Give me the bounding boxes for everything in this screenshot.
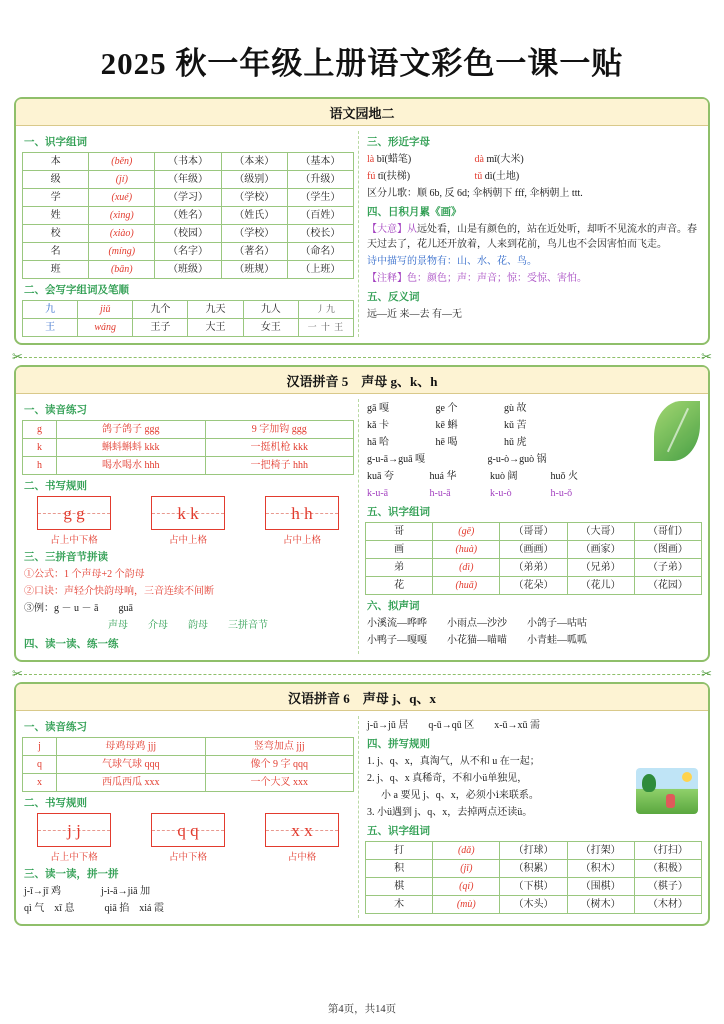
table-row xyxy=(23,207,354,225)
sanpin-example: ③例：g － u － ā guā xyxy=(24,603,133,614)
cell-word: （打球） xyxy=(500,842,567,860)
cell-pinyin: (míng) xyxy=(89,243,155,261)
cell-phrase: 一挺机枪 kkk xyxy=(205,439,354,457)
cell-word: 九人 xyxy=(243,301,298,319)
box-caption: 占上中下格 xyxy=(50,536,98,546)
syllable-row: g-u-ā→guā 嘎 g-u-ò→guò 锅 xyxy=(367,454,547,465)
cell-pinyin: wáng xyxy=(78,319,133,337)
cell-word: （哥哥） xyxy=(500,523,567,541)
cell-pinyin: (xiào) xyxy=(89,225,155,243)
section-heading: 五、识字组词 xyxy=(367,826,431,837)
onomatopoeia-row: 小溪流—哗哗 小雨点—沙沙 小鸽子—咕咕 xyxy=(367,618,588,629)
cell-char: 木 xyxy=(366,896,433,914)
cell-word: （升级） xyxy=(287,171,353,189)
cell-word: （棋子） xyxy=(634,878,701,896)
cell-stroke-order: 丿九 xyxy=(298,301,353,319)
onomatopoeia-row: 小鸭子—嘎嘎 小花猫—喵喵 小青蛙—呱呱 xyxy=(367,635,588,646)
cell-word: （姓氏） xyxy=(221,207,287,225)
table-row xyxy=(23,756,354,774)
rule-row: 小 a 要见 j、q、x，必须小ⅰ来联系。 xyxy=(381,790,539,801)
writing-box xyxy=(265,496,339,546)
section-heading: 三、读一读，拼一拼 xyxy=(24,869,119,880)
scissors-icon: ✂ xyxy=(12,349,23,364)
card-pinyin6 xyxy=(14,682,710,926)
box-letters: x x xyxy=(291,820,313,840)
illustration-picture xyxy=(636,768,698,814)
cell-word: （画家） xyxy=(567,541,634,559)
cell-word: 大王 xyxy=(188,319,243,337)
section-heading: 四、拼写规则 xyxy=(367,739,431,750)
cell-word: （级别） xyxy=(221,171,287,189)
section-heading: 二、会写字组词及笔顺 xyxy=(24,285,129,296)
table-row xyxy=(366,541,702,559)
section-heading: 三、三拼音节拼读 xyxy=(24,552,108,563)
cell-phrase: 喝水喝水 hhh xyxy=(57,457,206,475)
box-letters: k k xyxy=(177,503,199,523)
table-row xyxy=(23,153,354,171)
cell-phrase: 像个 9 字 qqq xyxy=(205,756,354,774)
cell-phrase: 竖弯加点 jjj xyxy=(205,738,354,756)
table-row xyxy=(366,896,702,914)
table-row xyxy=(23,457,354,475)
cell-word: （下棋） xyxy=(500,878,567,896)
syllable-row: kǎ 卡 kē 蝌 kǔ 苦 xyxy=(367,420,527,431)
section-heading: 六、拟声词 xyxy=(367,601,420,612)
cell-word: （校长） xyxy=(287,225,353,243)
poem-notes: 【注释】色：颜色；声：声音；惊：受惊、害怕。 xyxy=(367,273,588,284)
card3-left-column xyxy=(22,716,359,918)
cell-pinyin: (gē) xyxy=(433,523,500,541)
cell-letter: k xyxy=(23,439,57,457)
cell-word: （大哥） xyxy=(567,523,634,541)
table-row xyxy=(23,738,354,756)
pinpin-row: j-ī→jī 鸡 j-i-ā→jiā 加 xyxy=(24,886,151,897)
cell-char: 学 xyxy=(23,189,89,207)
cell-phrase: 9 字加钩 ggg xyxy=(205,421,354,439)
cell-word: （画画） xyxy=(500,541,567,559)
table-row xyxy=(23,774,354,792)
pinpin-row: qì 气 xī 息 qiā 掐 xiá 霞 xyxy=(24,903,164,914)
pair-left: fú tī(扶梯) xyxy=(367,171,411,182)
section-heading: 一、读音练习 xyxy=(24,722,87,733)
pair-left: là bǐ(蜡笔) xyxy=(367,154,412,165)
box-caption: 占中上格 xyxy=(168,536,207,546)
cell-word: （木材） xyxy=(634,896,701,914)
huixie-bishun-table xyxy=(22,300,354,337)
shizi-zuci-table xyxy=(365,841,702,914)
cell-word: （子弟） xyxy=(634,559,701,577)
cell-word: （花朵） xyxy=(500,577,567,595)
cell-word: （积木） xyxy=(567,860,634,878)
cell-word: （打架） xyxy=(567,842,634,860)
card-yuwenyuandi xyxy=(14,97,710,345)
cell-pinyin: (qí) xyxy=(433,878,500,896)
cell-word: （姓名） xyxy=(155,207,221,225)
scissors-icon: ✂ xyxy=(12,666,23,681)
cell-pinyin: (xué) xyxy=(89,189,155,207)
cell-word: （花园） xyxy=(634,577,701,595)
cell-phrase: 一个大叉 xxx xyxy=(205,774,354,792)
cell-word: （学校） xyxy=(221,225,287,243)
cell-char: 班 xyxy=(23,261,89,279)
cell-pinyin: (dǎ) xyxy=(433,842,500,860)
card-title: 语文园地二 xyxy=(16,99,708,126)
cell-char: 画 xyxy=(366,541,433,559)
cell-word: （学校） xyxy=(221,189,287,207)
cell-word: （班级） xyxy=(155,261,221,279)
table-row xyxy=(23,261,354,279)
cell-word: （围棋） xyxy=(567,878,634,896)
table-row xyxy=(23,439,354,457)
cell-char: 名 xyxy=(23,243,89,261)
cell-char: 棋 xyxy=(366,878,433,896)
cell-word: （图画） xyxy=(634,541,701,559)
cell-word: 九个 xyxy=(133,301,188,319)
table-row xyxy=(23,189,354,207)
writing-boxes xyxy=(22,496,354,546)
syllable-row: j-ū→jū 居 q-ū→qū 区 x-ū→xū 需 xyxy=(367,720,541,731)
table-row xyxy=(366,523,702,541)
cell-pinyin: (huā) xyxy=(433,577,500,595)
duyin-lianxi-table xyxy=(22,737,354,792)
cell-pinyin: (bān) xyxy=(89,261,155,279)
xingjinzimu-row: fú tī(扶梯) tǔ dì(土地) xyxy=(367,171,520,182)
scissors-icon: ✂ xyxy=(701,666,712,681)
cell-char: 本 xyxy=(23,153,89,171)
section-heading: 一、识字组词 xyxy=(24,137,87,148)
cell-word: 女王 xyxy=(243,319,298,337)
cell-pinyin: (dì) xyxy=(433,559,500,577)
sanpin-formula: ①公式：1 个声母+2 个韵母 xyxy=(24,569,145,580)
shizi-zuci-table xyxy=(22,152,354,279)
box-caption: 占上中下格 xyxy=(50,853,98,863)
cell-phrase: 母鸡母鸡 jjj xyxy=(57,738,206,756)
antonyms: 远—近 来—去 有—无 xyxy=(367,309,463,320)
cell-word: （兄弟） xyxy=(567,559,634,577)
sanpin-koujue: ②口诀：声轻介快韵母响，三音连续不间断 xyxy=(24,586,214,597)
cell-word: （树木） xyxy=(567,896,634,914)
card1-left-column xyxy=(22,131,359,337)
writing-box xyxy=(151,496,225,546)
table-row xyxy=(23,319,354,337)
scissors-icon: ✂ xyxy=(701,349,712,364)
rule-row: 1. j、q、x，真淘气，从不和 u 在一起； xyxy=(367,756,540,767)
cell-letter: x xyxy=(23,774,57,792)
table-row xyxy=(366,860,702,878)
writing-box xyxy=(151,813,225,863)
cell-word: （书本） xyxy=(155,153,221,171)
cell-char: 积 xyxy=(366,860,433,878)
writing-box xyxy=(37,813,111,863)
cell-phrase: 一把椅子 hhh xyxy=(205,457,354,475)
section-heading: 二、书写规则 xyxy=(24,481,87,492)
cell-word: （基本） xyxy=(287,153,353,171)
cell-char: 哥 xyxy=(366,523,433,541)
section-heading: 五、识字组词 xyxy=(367,507,431,518)
writing-box xyxy=(265,813,339,863)
syllable-row: hā 哈 hē 喝 hǔ 虎 xyxy=(367,437,527,448)
cut-line xyxy=(14,351,710,363)
section-heading: 四、日积月累《画》 xyxy=(367,207,462,218)
cell-letter: h xyxy=(23,457,57,475)
cell-letter: j xyxy=(23,738,57,756)
cell-pinyin: (huà) xyxy=(433,541,500,559)
section-heading: 四、读一读、练一练 xyxy=(24,639,119,650)
cell-pinyin: (jí) xyxy=(89,171,155,189)
cell-phrase: 蝌蚪蝌蚪 kkk xyxy=(57,439,206,457)
table-row xyxy=(366,842,702,860)
writing-boxes xyxy=(22,813,354,863)
box-letters: j j xyxy=(67,820,81,840)
table-row xyxy=(366,577,702,595)
cell-pinyin: (jī) xyxy=(433,860,500,878)
xingjinzimu-row: là bǐ(蜡笔) dà mǐ(大米) xyxy=(367,154,524,165)
cell-word: （本来） xyxy=(221,153,287,171)
cell-char: 校 xyxy=(23,225,89,243)
shizi-zuci-table xyxy=(365,522,702,595)
card-pinyin5 xyxy=(14,365,710,662)
cell-word: 九天 xyxy=(188,301,243,319)
cell-char: 级 xyxy=(23,171,89,189)
cell-word: 王子 xyxy=(133,319,188,337)
section-heading: 五、反义词 xyxy=(367,292,420,303)
card2-right-column xyxy=(365,399,702,654)
cell-char: 花 xyxy=(366,577,433,595)
writing-box xyxy=(37,496,111,546)
table-row xyxy=(23,171,354,189)
cell-stroke-order: 一 十 王 xyxy=(298,319,353,337)
cell-word: （积累） xyxy=(500,860,567,878)
cell-char: 王 xyxy=(23,319,78,337)
cell-word: （名字） xyxy=(155,243,221,261)
cell-phrase: 鸽子鸽子 ggg xyxy=(57,421,206,439)
page-footer: 第4页，共14页 xyxy=(327,1004,397,1015)
section-heading: 三、形近字母 xyxy=(367,137,431,148)
cell-char: 姓 xyxy=(23,207,89,225)
sanpin-labels: 声母 介母 韵母 三拼音节 xyxy=(108,620,268,631)
cell-word: （花儿） xyxy=(567,577,634,595)
cell-char: 打 xyxy=(366,842,433,860)
table-row xyxy=(366,878,702,896)
cell-char: 九 xyxy=(23,301,78,319)
cell-word: （年级） xyxy=(155,171,221,189)
card1-right-column xyxy=(365,131,702,337)
cell-pinyin: (běn) xyxy=(89,153,155,171)
cell-word: （上班） xyxy=(287,261,353,279)
cell-word: （哥们） xyxy=(634,523,701,541)
cell-word: （著名） xyxy=(221,243,287,261)
box-letters: q q xyxy=(177,820,199,840)
syllable-row: kuā 夸 huá 华 kuò 阔 huǒ 火 xyxy=(367,471,579,482)
cell-phrase: 气球气球 qqq xyxy=(57,756,206,774)
rule-row: 2. j、q、x 真稀奇，不和小ü单独见， xyxy=(367,773,528,784)
box-caption: 占中下格 xyxy=(168,853,207,863)
cell-word: （学习） xyxy=(155,189,221,207)
box-letters: h h xyxy=(291,503,313,523)
cell-pinyin: (xìng) xyxy=(89,207,155,225)
cell-word: （木头） xyxy=(500,896,567,914)
cell-word: （积极） xyxy=(634,860,701,878)
box-caption: 占中上格 xyxy=(282,536,321,546)
box-letters: g g xyxy=(63,503,85,523)
box-caption: 占中格 xyxy=(287,853,317,863)
cell-word: （弟弟） xyxy=(500,559,567,577)
cell-word: （命名） xyxy=(287,243,353,261)
card2-left-column xyxy=(22,399,359,654)
cell-word: （打扫） xyxy=(634,842,701,860)
poem-meaning: 【大意】从远处看，山是有颜色的，站在近处听，却听不见流水的声音。春天过去了，花儿还开放着，人来到花前，鸟儿也不会因害怕而飞走。 xyxy=(367,224,698,250)
cell-pinyin: (mù) xyxy=(433,896,500,914)
table-row xyxy=(23,243,354,261)
table-row xyxy=(366,559,702,577)
section-heading: 一、读音练习 xyxy=(24,405,87,416)
duyin-lianxi-table xyxy=(22,420,354,475)
table-row xyxy=(23,225,354,243)
poem-objects: 诗中描写的景物有：山、水、花、鸟。 xyxy=(367,256,538,267)
fenli-erge: 区分儿歌：顺 6b, 反 6d; 伞柄朝下 fff, 伞柄朝上 ttt. xyxy=(367,188,583,199)
cell-word: （百姓） xyxy=(287,207,353,225)
section-heading: 二、书写规则 xyxy=(24,798,87,809)
syllable-split-row: k-u-ā h-u-ā k-u-ò h-u-ǒ xyxy=(367,488,573,499)
syllable-row: gā 嘎 ge 个 gù 故 xyxy=(367,403,527,414)
cell-pinyin: jiǔ xyxy=(78,301,133,319)
cell-word: （校园） xyxy=(155,225,221,243)
page-title: 2025 秋一年级上册语文彩色一课一贴 xyxy=(100,46,624,81)
rule-row: 3. 小ü遇到 j、q、x，去掉两点还读ü。 xyxy=(367,807,533,818)
card-title: 汉语拼音 6 声母 j、q、x xyxy=(16,684,708,711)
cell-word: （班规） xyxy=(221,261,287,279)
cell-char: 弟 xyxy=(366,559,433,577)
table-row xyxy=(23,421,354,439)
cell-word: （学生） xyxy=(287,189,353,207)
cell-phrase: 西瓜西瓜 xxx xyxy=(57,774,206,792)
card3-right-column xyxy=(365,716,702,918)
table-row xyxy=(23,301,354,319)
cell-letter: g xyxy=(23,421,57,439)
cell-letter: q xyxy=(23,756,57,774)
cut-line xyxy=(14,668,710,680)
card-title: 汉语拼音 5 声母 g、k、h xyxy=(16,367,708,394)
